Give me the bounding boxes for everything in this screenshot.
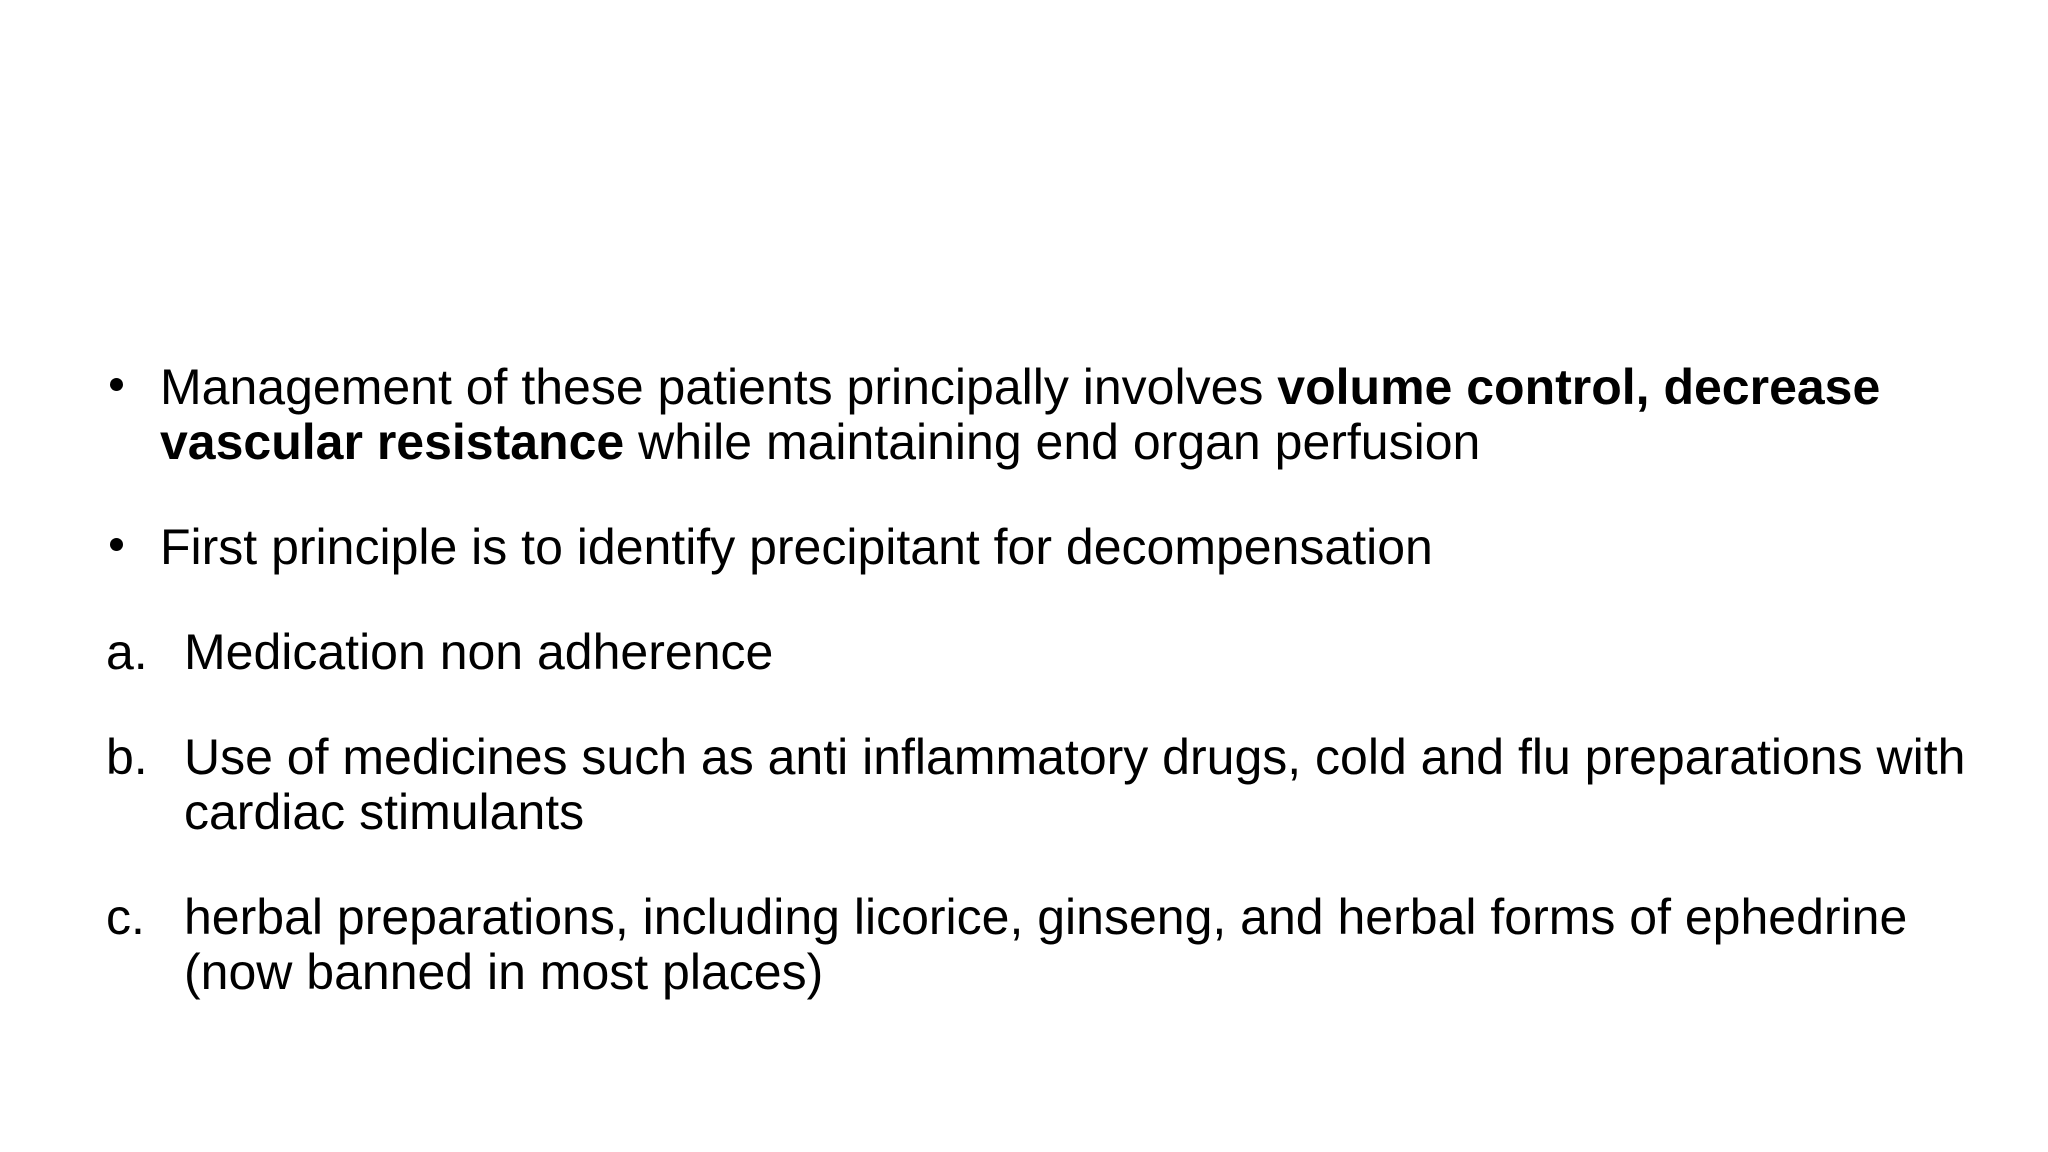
bullet-dot-icon	[110, 538, 123, 551]
list-item-text: Use of medicines such as anti inflammatory drugs, cold and flu preparations with cardiac stimulants	[184, 729, 1966, 840]
list-marker: a.	[106, 624, 148, 680]
bullet-text-prefix: Management of these patients principally involves	[160, 359, 1278, 415]
list-item-c	[106, 890, 1986, 1000]
bullet-dot-icon	[110, 378, 123, 391]
list-item-text: herbal preparations, including licorice, ginseng, and herbal forms of ephedrine (now banned in most places)	[184, 889, 1908, 1000]
list-item-b	[106, 730, 1986, 840]
bullet-text: First principle is to identify precipitant for decompensation	[160, 519, 1433, 575]
bullet-item-first-principle	[106, 520, 1986, 575]
slide-body	[106, 360, 1986, 1050]
bullet-item-management	[106, 360, 1986, 470]
list-item-text: Medication non adherence	[184, 624, 774, 680]
list-item-a	[106, 625, 1986, 680]
list-marker: c.	[106, 889, 145, 945]
bullet-text-bold: volume control, decrease vascular resistance	[160, 359, 1881, 470]
list-marker: b.	[106, 729, 148, 785]
bullet-text-suffix: while maintaining end organ perfusion	[624, 414, 1481, 470]
